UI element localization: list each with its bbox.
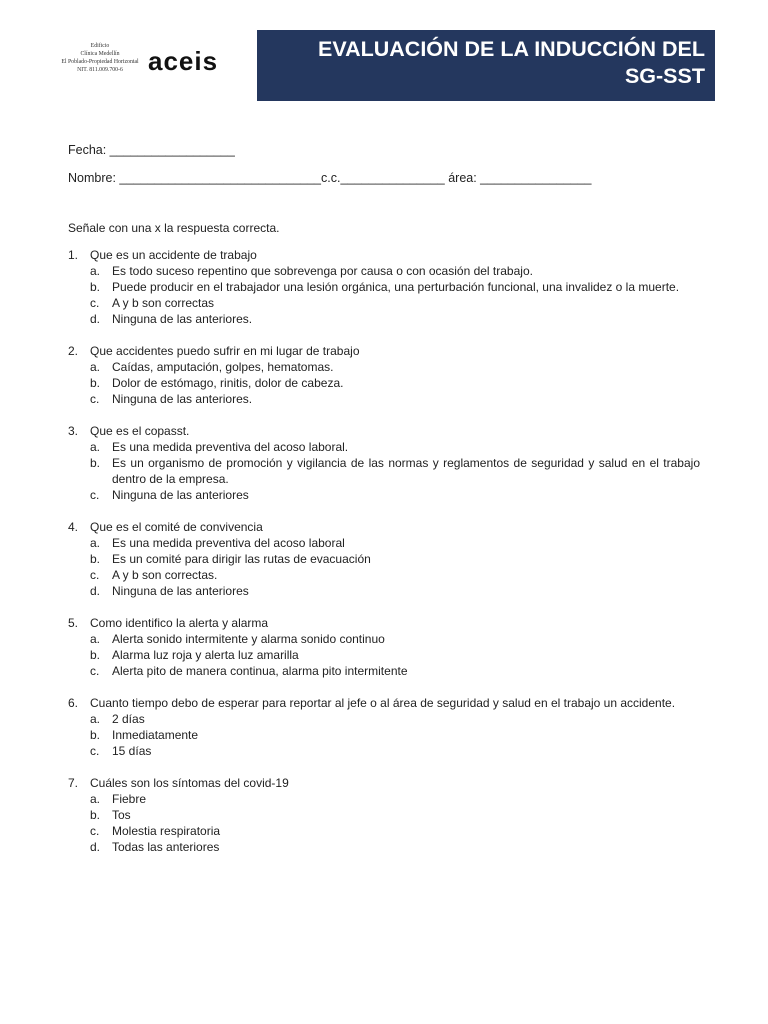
- company-logo: [60, 42, 230, 88]
- option-letter: b.: [90, 376, 101, 390]
- answer-option[interactable]: [68, 279, 700, 295]
- answer-option[interactable]: [68, 295, 700, 311]
- option-letter: c.: [90, 488, 100, 502]
- brand-logo: aceis: [148, 46, 219, 76]
- answer-option[interactable]: [68, 263, 700, 279]
- document-title-line-1: EVALUACIÓN DE LA INDUCCIÓN DEL: [318, 37, 705, 61]
- option-letter: b.: [90, 552, 101, 566]
- question-3: [68, 423, 700, 503]
- logo-line: NIT. 811.009.700-6: [77, 67, 123, 73]
- answer-option[interactable]: [68, 439, 700, 455]
- question-7: [68, 775, 700, 855]
- answer-option[interactable]: [68, 311, 700, 327]
- option-text: Molestia respiratoria: [112, 824, 221, 838]
- option-letter: c.: [90, 744, 100, 758]
- option-letter: b.: [90, 280, 101, 294]
- option-letter: d.: [90, 312, 101, 326]
- answer-option[interactable]: [68, 663, 700, 679]
- question-text: Que es el copasst.: [90, 424, 190, 438]
- option-letter: a.: [90, 440, 101, 454]
- document-title-banner: [257, 30, 715, 101]
- answer-option[interactable]: [68, 807, 700, 823]
- option-text: A y b son correctas.: [112, 568, 218, 582]
- question-number: 2.: [68, 344, 79, 358]
- logo-line: Edificio: [90, 43, 110, 49]
- option-letter: a.: [90, 712, 101, 726]
- option-text: Alerta pito de manera continua, alarma pito intermitente: [112, 664, 408, 678]
- option-letter: a.: [90, 360, 101, 374]
- question-6: [68, 695, 700, 759]
- option-text: Es una medida preventiva del acoso laboral.: [112, 440, 349, 454]
- option-letter: c.: [90, 824, 100, 838]
- option-text: Caídas, amputación, golpes, hematomas.: [112, 360, 334, 374]
- answer-option[interactable]: [68, 791, 700, 807]
- answer-option[interactable]: [68, 631, 700, 647]
- answer-option[interactable]: [68, 839, 700, 855]
- question-2: [68, 343, 700, 407]
- option-letter: c.: [90, 392, 100, 406]
- question-text: Cuanto tiempo debo de esperar para reportar al jefe o al área de seguridad y salud en el trabajo un accidente.: [90, 696, 676, 710]
- answer-option[interactable]: [68, 647, 700, 663]
- question-text: Cuáles son los síntomas del covid-19: [90, 776, 289, 790]
- answer-option[interactable]: [68, 487, 700, 503]
- option-text: Ninguna de las anteriores: [112, 584, 249, 598]
- question-stem: [68, 695, 700, 711]
- question-5: [68, 615, 700, 679]
- name-id-area-field[interactable]: Nombre: _____________________________c.c._______________ área: ________________: [68, 171, 592, 185]
- option-text: 15 días: [112, 744, 152, 758]
- answer-option[interactable]: [68, 727, 700, 743]
- question-number: 1.: [68, 248, 79, 262]
- question-text: Que es el comité de convivencia: [90, 520, 263, 534]
- option-text: Ninguna de las anteriores: [112, 488, 249, 502]
- question-number: 3.: [68, 424, 79, 438]
- answer-option[interactable]: [68, 535, 700, 551]
- answer-option[interactable]: [68, 375, 700, 391]
- answer-option[interactable]: [68, 711, 700, 727]
- question-stem: [68, 615, 700, 631]
- question-number: 5.: [68, 616, 79, 630]
- question-text: Que accidentes puedo sufrir en mi lugar de trabajo: [90, 344, 360, 358]
- answer-option[interactable]: [68, 391, 700, 407]
- option-text: Es una medida preventiva del acoso laboral: [112, 536, 345, 550]
- question-stem: [68, 247, 700, 263]
- option-letter: b.: [90, 456, 101, 470]
- option-text: Dolor de estómago, rinitis, dolor de cabeza.: [112, 376, 344, 390]
- logo-line: Clínica Medellín: [80, 51, 120, 57]
- answer-option[interactable]: [68, 551, 700, 567]
- option-text: Fiebre: [112, 792, 147, 806]
- option-text: 2 días: [112, 712, 145, 726]
- question-1: [68, 247, 700, 327]
- answer-option[interactable]: [68, 743, 700, 759]
- question-stem: [68, 775, 700, 791]
- document-title-line-2: SG-SST: [624, 64, 705, 88]
- option-text: Alarma luz roja y alerta luz amarilla: [112, 648, 299, 662]
- option-letter: b.: [90, 648, 101, 662]
- instruction-text: Señale con una x la respuesta correcta.: [68, 221, 280, 235]
- option-letter: d.: [90, 840, 101, 854]
- date-field[interactable]: Fecha: __________________: [68, 143, 235, 157]
- question-stem: [68, 343, 700, 359]
- option-letter: a.: [90, 792, 101, 806]
- answer-option[interactable]: [68, 567, 700, 583]
- option-text: Alerta sonido intermitente y alarma sonido continuo: [112, 632, 385, 646]
- option-text: Es un organismo de promoción y vigilancia de las normas y reglamentos de seguridad y salud en el trabajo dentro de la empresa.: [112, 456, 700, 486]
- option-letter: a.: [90, 536, 101, 550]
- answer-option[interactable]: [68, 823, 700, 839]
- option-letter: b.: [90, 808, 101, 822]
- question-text: Que es un accidente de trabajo: [90, 248, 257, 262]
- form-fields: [68, 142, 591, 186]
- question-4: [68, 519, 700, 599]
- question-stem: [68, 423, 700, 439]
- option-text: Todas las anteriores: [112, 840, 220, 854]
- question-text: Como identifico la alerta y alarma: [90, 616, 269, 630]
- option-letter: c.: [90, 664, 100, 678]
- logo-line: El Poblado-Propiedad Horizontal: [61, 59, 139, 65]
- question-list: [68, 247, 700, 871]
- option-letter: c.: [90, 296, 100, 310]
- option-letter: b.: [90, 728, 101, 742]
- option-text: Ninguna de las anteriores.: [112, 312, 253, 326]
- answer-option[interactable]: [68, 455, 700, 487]
- answer-option[interactable]: [68, 583, 700, 599]
- question-number: 4.: [68, 520, 79, 534]
- option-letter: a.: [90, 264, 101, 278]
- building-info: [60, 42, 140, 74]
- option-text: Puede producir en el trabajador una lesión orgánica, una perturbación funcional, una invalidez o la muerte.: [112, 280, 680, 294]
- option-text: Inmediatamente: [112, 728, 199, 742]
- option-text: Ninguna de las anteriores.: [112, 392, 253, 406]
- option-text: A y b son correctas: [112, 296, 215, 310]
- option-text: Es todo suceso repentino que sobrevenga por causa o con ocasión del trabajo.: [112, 264, 533, 278]
- option-letter: c.: [90, 568, 100, 582]
- question-stem: [68, 519, 700, 535]
- question-number: 7.: [68, 776, 79, 790]
- answer-option[interactable]: [68, 359, 700, 375]
- option-text: Tos: [112, 808, 131, 822]
- option-letter: d.: [90, 584, 101, 598]
- option-text: Es un comité para dirigir las rutas de evacuación: [112, 552, 371, 566]
- option-letter: a.: [90, 632, 101, 646]
- question-number: 6.: [68, 696, 79, 710]
